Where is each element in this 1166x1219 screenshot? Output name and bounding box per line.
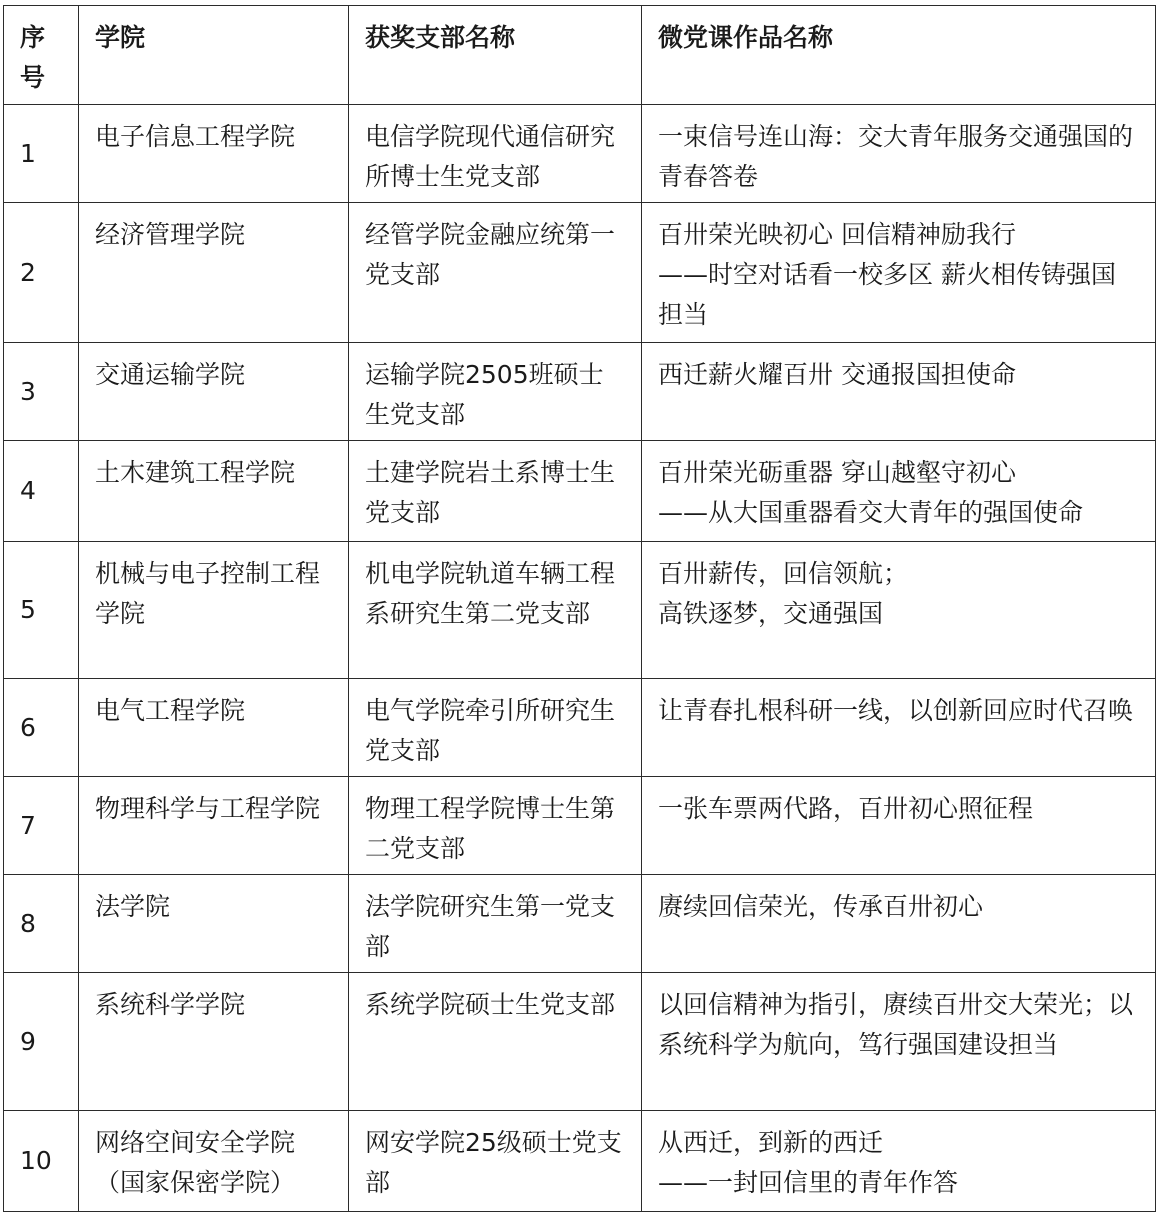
row-number: 1 (4, 105, 79, 203)
table-row (4, 1111, 1156, 1212)
branch-cell: 运输学院2505班硕士生党支部 (349, 343, 642, 441)
row-number: 8 (4, 875, 79, 973)
table-row (4, 203, 1156, 343)
branch-cell: 电信学院现代通信研究所博士生党支部 (349, 105, 642, 203)
work-cell (642, 1111, 1156, 1212)
work-line: ——时空对话看一校多区 薪火相传铸强国担当 (658, 260, 1116, 329)
college-cell: 土木建筑工程学院 (79, 441, 349, 542)
branch-cell: 网安学院25级硕士党支部 (349, 1111, 642, 1212)
header-branch: 获奖支部名称 (349, 6, 642, 105)
college-cell: 网络空间安全学院（国家保密学院） (79, 1111, 349, 1212)
college-cell: 物理科学与工程学院 (79, 777, 349, 875)
work-line: ——从大国重器看交大青年的强国使命 (658, 498, 1084, 527)
awards-table (3, 5, 1156, 1212)
work-cell (642, 542, 1156, 679)
row-number: 7 (4, 777, 79, 875)
table-row (4, 542, 1156, 679)
header-row (4, 6, 1156, 105)
work-line: 一张车票两代路，百卅初心照征程 (658, 794, 1034, 823)
college-cell: 法学院 (79, 875, 349, 973)
row-number: 5 (4, 542, 79, 679)
work-cell (642, 203, 1156, 343)
row-number: 10 (4, 1111, 79, 1212)
work-line: 西迁薪火耀百卅 交通报国担使命 (658, 360, 1016, 389)
work-line: 百卅荣光映初心 回信精神励我行 (658, 220, 1016, 249)
college-cell: 经济管理学院 (79, 203, 349, 343)
work-cell (642, 441, 1156, 542)
branch-cell: 系统学院硕士生党支部 (349, 973, 642, 1111)
table-row (4, 973, 1156, 1111)
table-row (4, 679, 1156, 777)
row-number: 9 (4, 973, 79, 1111)
table-row (4, 441, 1156, 542)
branch-cell: 机电学院轨道车辆工程系研究生第二党支部 (349, 542, 642, 679)
branch-cell: 物理工程学院博士生第二党支部 (349, 777, 642, 875)
header-work: 微党课作品名称 (642, 6, 1156, 105)
work-line: 高铁逐梦，交通强国 (658, 599, 884, 628)
work-cell (642, 105, 1156, 203)
work-line: ——一封回信里的青年作答 (658, 1168, 959, 1197)
work-line: 以回信精神为指引，赓续百卅交大荣光；以系统科学为航向，笃行强国建设担当 (658, 990, 1134, 1059)
table-row (4, 343, 1156, 441)
header-college: 学院 (79, 6, 349, 105)
college-cell: 电气工程学院 (79, 679, 349, 777)
work-line: 赓续回信荣光，传承百卅初心 (658, 892, 984, 921)
work-cell (642, 343, 1156, 441)
work-cell (642, 973, 1156, 1111)
work-cell (642, 777, 1156, 875)
branch-cell: 经管学院金融应统第一党支部 (349, 203, 642, 343)
row-number: 2 (4, 203, 79, 343)
college-cell: 机械与电子控制工程学院 (79, 542, 349, 679)
work-line: 一束信号连山海：交大青年服务交通强国的青春答卷 (658, 122, 1134, 191)
table-row (4, 875, 1156, 973)
header-no: 序号 (4, 6, 79, 105)
college-cell: 交通运输学院 (79, 343, 349, 441)
branch-cell: 土建学院岩土系博士生党支部 (349, 441, 642, 542)
work-cell (642, 875, 1156, 973)
row-number: 3 (4, 343, 79, 441)
college-cell: 系统科学学院 (79, 973, 349, 1111)
branch-cell: 法学院研究生第一党支部 (349, 875, 642, 973)
work-line: 百卅薪传，回信领航； (658, 559, 909, 588)
work-line: 让青春扎根科研一线，以创新回应时代召唤 (658, 696, 1134, 725)
row-number: 4 (4, 441, 79, 542)
work-cell (642, 679, 1156, 777)
work-line: 百卅荣光砺重器 穿山越壑守初心 (658, 458, 1016, 487)
work-line: 从西迁，到新的西迁 (658, 1128, 884, 1157)
college-cell: 电子信息工程学院 (79, 105, 349, 203)
row-number: 6 (4, 679, 79, 777)
branch-cell: 电气学院牵引所研究生党支部 (349, 679, 642, 777)
table-row (4, 105, 1156, 203)
table-row (4, 777, 1156, 875)
